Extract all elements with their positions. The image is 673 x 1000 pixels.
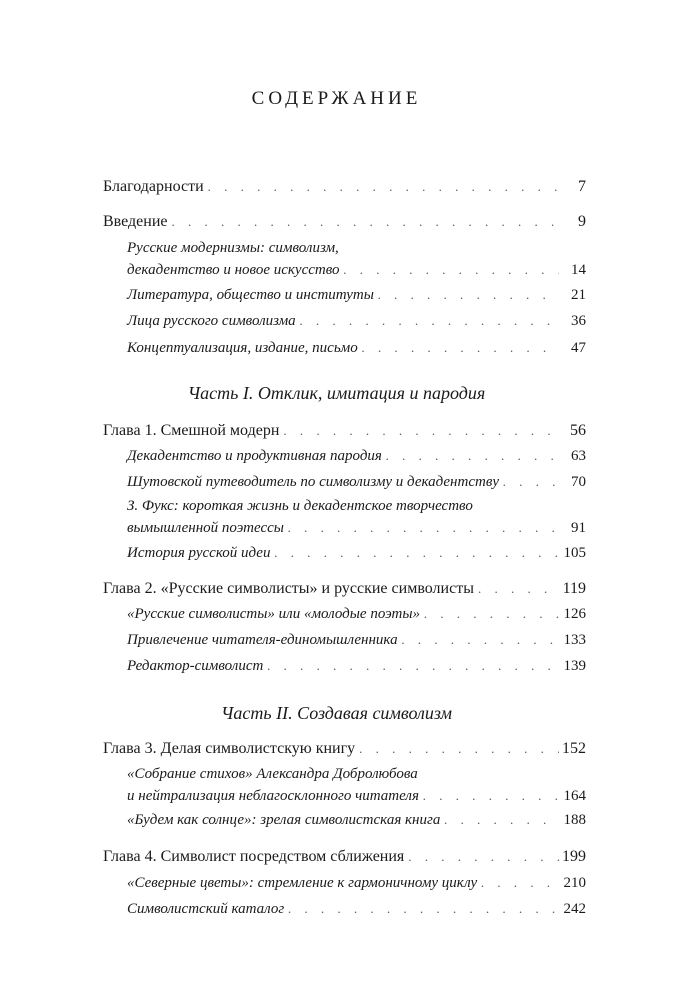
toc-subentry-jester-guide[interactable]	[127, 471, 586, 493]
toc-subentry-russian-idea[interactable]	[127, 542, 586, 564]
toc-subentry-russian-modernisms[interactable]	[127, 237, 586, 281]
dot-leader	[288, 517, 559, 539]
toc-entry-page: 119	[562, 580, 586, 597]
toc-entry-title-line1: З. Фукс: короткая жизнь и декадентское творчество	[127, 498, 473, 514]
toc-entry-title: «Будем как солнце»: зрелая символистская книга	[127, 812, 441, 828]
toc-entry-title: Глава 1. Смешной модерн	[103, 422, 280, 439]
toc-entry-title: Шутовской путеводитель по символизму и декадентству	[127, 474, 499, 490]
toc-entry-introduction[interactable]	[103, 211, 586, 233]
toc-subentry-russian-symbolists[interactable]	[127, 603, 586, 625]
dot-leader	[362, 337, 559, 359]
toc-entry-title: Редактор-символист	[127, 658, 264, 674]
page-title: СОДЕРЖАНИЕ	[251, 88, 422, 109]
toc-entry-page: 56	[570, 422, 586, 439]
dot-leader	[288, 898, 559, 920]
toc-entry-page: 242	[563, 901, 586, 917]
toc-entry-title: Благодарности	[103, 178, 204, 195]
dot-leader	[274, 542, 559, 564]
toc-entry-title: Глава 2. «Русские символисты» и русские символисты	[103, 580, 474, 597]
toc-subentry-dobrolyubov[interactable]	[127, 763, 586, 807]
toc-subentry-decadence-parody[interactable]	[127, 445, 586, 467]
dot-leader	[481, 872, 559, 894]
toc-entry-page: 188	[563, 812, 586, 828]
toc-entry-page: 152	[562, 740, 586, 757]
dot-leader	[283, 420, 559, 442]
toc-entry-page: 105	[563, 545, 586, 561]
dot-leader	[444, 809, 559, 831]
toc-entry-title: Символистский каталог	[127, 901, 285, 917]
toc-entry-title: вымышленной поэтессы	[127, 520, 284, 536]
dot-leader	[359, 738, 559, 760]
toc-entry-title: Введение	[103, 213, 168, 230]
toc-entry-chapter-4[interactable]	[103, 846, 586, 868]
toc-entry-page: 133	[563, 632, 586, 648]
toc-entry-title: История русской идеи	[127, 545, 271, 561]
toc-entry-page: 7	[578, 178, 586, 195]
toc-entry-acknowledgements[interactable]	[103, 176, 586, 198]
toc-subentry-editor[interactable]	[127, 655, 586, 677]
toc-entry-title-line1: «Собрание стихов» Александра Добролюбова	[127, 766, 418, 782]
toc-entry-title: Глава 4. Символист посредством сближения	[103, 848, 405, 865]
toc-entry-title: Литература, общество и институты	[127, 287, 374, 303]
toc-subentry-literature-society[interactable]	[127, 284, 586, 306]
toc-entry-title-line1: Русские модернизмы: символизм,	[127, 240, 339, 256]
toc-entry-title: и нейтрализация неблагосклонного читателя	[127, 788, 419, 804]
toc-entry-page: 47	[571, 340, 586, 356]
dot-leader	[423, 785, 559, 807]
toc-entry-page: 199	[562, 848, 586, 865]
dot-leader	[478, 578, 559, 600]
toc-entry-page: 14	[571, 262, 586, 278]
toc-entry-title: «Северные цветы»: стремление к гармоничному циклу	[127, 875, 478, 891]
dot-leader	[172, 211, 560, 233]
dot-leader	[402, 629, 559, 651]
dot-leader	[344, 259, 559, 281]
toc-entry-title: Концептуализация, издание, письмо	[127, 340, 358, 356]
part-heading-2: Часть II. Создавая символизм	[221, 703, 452, 723]
dot-leader	[267, 655, 559, 677]
toc-entry-page: 139	[563, 658, 586, 674]
dot-leader	[503, 471, 559, 493]
toc-subentry-z-fuks[interactable]	[127, 495, 586, 539]
toc-subentry-conceptualization[interactable]	[127, 337, 586, 359]
toc-entry-page: 36	[571, 313, 586, 329]
dot-leader	[208, 176, 559, 198]
toc-entry-page: 70	[571, 474, 586, 490]
dot-leader	[408, 846, 559, 868]
toc-entry-page: 126	[563, 606, 586, 622]
toc-subentry-sun[interactable]	[127, 809, 586, 831]
toc-entry-title: Лица русского символизма	[127, 313, 296, 329]
toc-subentry-faces[interactable]	[127, 310, 586, 332]
part-heading-1: Часть I. Отклик, имитация и пародия	[187, 383, 486, 403]
toc-subentry-reader[interactable]	[127, 629, 586, 651]
toc-entry-title: декадентство и новое искусство	[127, 262, 340, 278]
toc-entry-page: 21	[571, 287, 586, 303]
toc-subentry-catalog[interactable]	[127, 898, 586, 920]
toc-entry-chapter-2[interactable]	[103, 578, 586, 600]
toc-entry-title: Глава 3. Делая символистскую книгу	[103, 740, 356, 757]
dot-leader	[424, 603, 559, 625]
dot-leader	[378, 284, 559, 306]
toc-subentry-northern-flowers[interactable]	[127, 872, 586, 894]
toc-entry-title: Привлечение читателя-единомышленника	[127, 632, 398, 648]
toc-entry-title: Декадентство и продуктивная пародия	[127, 448, 382, 464]
toc-entry-page: 91	[571, 520, 586, 536]
dot-leader	[300, 310, 559, 332]
dot-leader	[386, 445, 559, 467]
toc-entry-page: 210	[563, 875, 586, 891]
toc-entry-page: 164	[563, 788, 586, 804]
toc-entry-chapter-1[interactable]	[103, 420, 586, 442]
toc-entry-page: 63	[571, 448, 586, 464]
toc-entry-title: «Русские символисты» или «молодые поэты»	[127, 606, 421, 622]
toc-entry-chapter-3[interactable]	[103, 738, 586, 760]
toc-entry-page: 9	[578, 213, 586, 230]
